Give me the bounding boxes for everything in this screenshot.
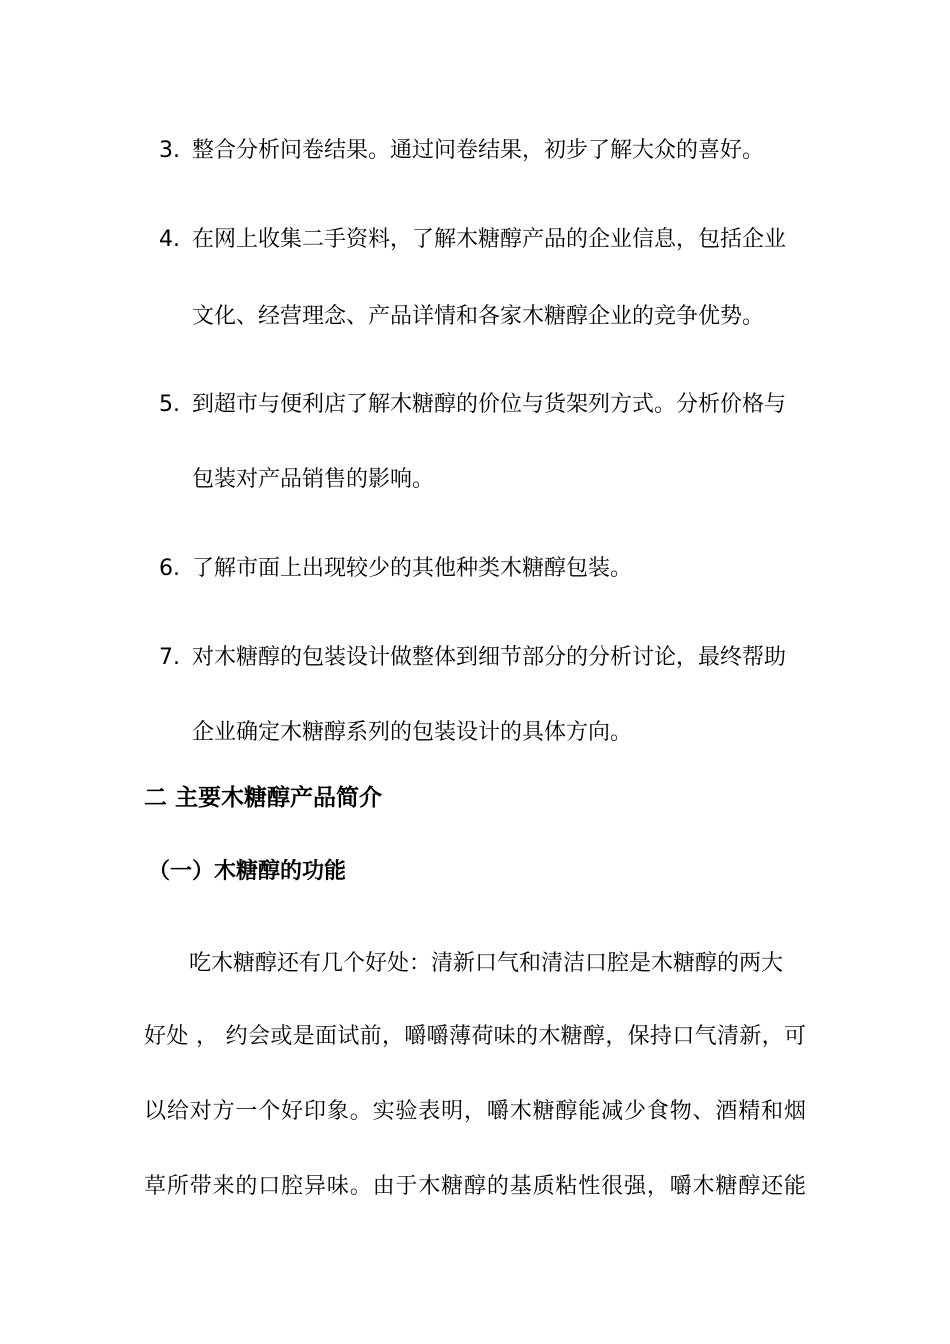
paragraph-line: 草所带来的口腔异味。由于木糖醇的基质粘性很强，嚼木糖醇还能	[144, 1174, 806, 1199]
paragraph-line: 以给对方一个好印象。实验表明，嚼木糖醇能减少食物、酒精和烟	[144, 1099, 806, 1124]
paragraph-line: 吃木糖醇还有几个好处：清新口气和清洁口腔是木糖醇的两大	[189, 951, 784, 976]
list-item-number: 6.	[159, 556, 180, 581]
list-item-number: 5.	[159, 392, 180, 417]
list-item-text: 包装对产品销售的影响。	[192, 467, 435, 492]
list-item-text: 企业确定木糖醇系列的包装设计的具体方向。	[192, 720, 633, 745]
section-heading: 二 主要木糖醇产品简介	[144, 785, 383, 811]
subsection-heading: （一）木糖醇的功能	[148, 859, 347, 884]
list-item-number: 4.	[159, 227, 180, 252]
list-item-text: 在网上收集二手资料，了解木糖醇产品的企业信息，包括企业	[192, 227, 787, 252]
list-item-text: 整合分析问卷结果。通过问卷结果，初步了解大众的喜好。	[192, 138, 765, 163]
list-item-text: 文化、经营理念、产品详情和各家木糖醇企业的竞争优势。	[192, 304, 765, 329]
paragraph-line: 好处 ， 约会或是面试前，嚼嚼薄荷味的木糖醇，保持口气清新，可	[144, 1024, 806, 1049]
list-item-number: 3.	[159, 138, 180, 163]
list-item-text: 对木糖醇的包装设计做整体到细节部分的分析讨论，最终帮助	[192, 645, 787, 670]
list-item-text: 到超市与便利店了解木糖醇的价位与货架列方式。分析价格与	[192, 392, 787, 417]
list-item-text: 了解市面上出现较少的其他种类木糖醇包装。	[192, 556, 633, 581]
list-item-number: 7.	[159, 645, 180, 670]
